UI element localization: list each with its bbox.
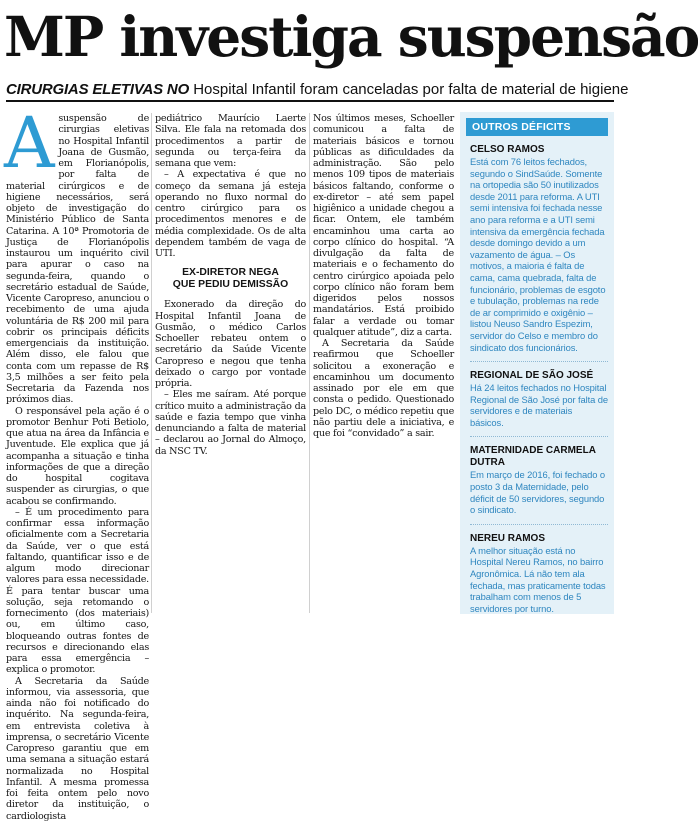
intertitle (155, 267, 306, 291)
sidebar-section-title: MATERNIDADE CARMELA DUTRA (470, 445, 596, 469)
paragraph: Exonerado da direção do Hospital Infantil Joana de Gusmão, o médico Carlos Schoeller rebateu ontem o secretário da Saúde Vicente Caropreso e negou que tenha deixado o cargo por vontade própria. (155, 299, 306, 389)
paragraph: pediátrico Maurício Laerte Silva. Ele fala na retomada dos procedimentos a partir de segunda ou terça-feira da semana que vem: (155, 113, 306, 169)
intertitle-line: QUE PEDIU DEMISSÃO (172, 279, 289, 291)
column-divider (151, 113, 152, 613)
article-column-3 (313, 113, 454, 613)
sidebar-divider (470, 361, 608, 362)
paragraph: – Eles me saíram. Até porque crítico muito a administração da saúde e fazia tempo que vinha denunciando a falta de material – declarou ao Jornal do Almoço, da NSC TV. (155, 389, 306, 457)
sidebar-section-text: Há 24 leitos fechados no Hospital Regional de São José por falta de servidores e de materiais básicos. (470, 382, 608, 428)
sidebar-divider (470, 524, 608, 525)
sidebar-section-title: CELSO RAMOS (470, 144, 545, 155)
sidebar-section-title: NEREU RAMOS (470, 532, 546, 544)
subhead-kicker: CIRURGIAS ELETIVAS NO (6, 81, 190, 98)
sidebar-header: OUTROS DÉFICITS (466, 118, 608, 136)
paragraph: O responsável pela ação é o promotor Benhur Poti Betiolo, que atua na área da Infância e Juventude. Ele explica que já acompanha a situação e tinha informações de que a direção do hospital cogitava suspender as cirurgias, o que acabou se confirmando. (6, 405, 149, 507)
article-column-1 (4, 102, 149, 822)
intertitle-line: EX-DIRETOR NEGA (182, 267, 279, 279)
sidebar-section-text: A melhor situação está no Hospital Nereu Ramos, no bairro Agronômica. Lá não tem ala fechada, mas praticamente todas trabalham com menos de 5 servidores por turno. (470, 544, 606, 614)
column-divider (309, 113, 310, 613)
sidebar-section (460, 144, 614, 353)
paragraph: Nos últimos meses, Schoeller comunicou a falta de materiais básicos e tornou públicas as dificuldades da administração. São pelo menos 109 tipos de materiais básicos faltando, conforme o ex-diretor – até sem papel higiênico a unidade chegou a ficar. Ontem, ele também encaminhou uma carta ao corpo clínico do hospital. “A divulgação da falta de materiais e o fechamento do centro cirúrgico apoiada pelo corpo clínico não foram bem digeridos pelos nossos mandatários. Está proibido falar a verdade ou tomar qualquer atitude”, diz a carta. (313, 113, 454, 338)
subhead (6, 80, 629, 102)
sidebar-section (460, 533, 614, 615)
paragraph: A Secretaria da Saúde informou, via assessoria, que ainda não foi notificado do inquérito. Na segunda-feira, em entrevista coletiva à imprensa, o secretário Vicente Caropreso garantiu que em uma semana a situação estará normalizada no Hospital Infantil. A mesma promessa foi feita ontem pelo novo diretor da instituição, o cardiologista (6, 675, 149, 822)
sidebar-divider (470, 436, 608, 437)
paragraph: – A expectativa é que no começo da semana já esteja operando no fluxo normal do centro cirúrgico para os procedimentos menores e de média complexidade. Os de alta dependem também de vaga de UTI. (155, 169, 306, 259)
drop-cap: A (4, 102, 55, 184)
paragraph: – É um procedimento para confirmar essa informação oficialmente com a Secretaria da Saúde, ver o que está faltando, quantificar isso e de algum modo direcionar valores para essa necessidade. É para tentar buscar uma solução, seja retomando o fornecimento (dos materiais) ou, em último caso, bloqueando outras fontes de recursos e direcionando elas para essa emergência – explica o promotor. (6, 506, 149, 676)
sidebar-box (460, 112, 614, 614)
paragraph: A Secretaria da Saúde reafirmou que Schoeller solicitou a exoneração e encaminhou um documento assinado por ele em que consta o pedido. Questionado pelo DC, o médico repetiu que não partiu dele a iniciativa, e que foi “convidado” a sair. (313, 338, 454, 439)
subhead-text: Hospital Infantil foram canceladas por falta de material de higiene (193, 81, 629, 98)
article-column-2 (155, 113, 306, 613)
sidebar-section-text: Em março de 2016, foi fechado o posto 3 da Maternidade, pelo déficit de 50 servidores, segundo o sindicato. (470, 469, 606, 516)
sidebar-section-title: REGIONAL DE SÃO JOSÉ (470, 370, 594, 382)
paragraph: suspensão de cirurgias eletivas no Hospital Infantil Joana de Gusmão, em Florianópolis, por falta de material cirúrgicos e de higiene necessários, será objeto de investigação do Ministério Público de Santa Catarina. A 10ª Promotoria de Justiça de Florianópolis instaurou um inquérito civil para apurar o caso na segunda-feira, quando o secretário estadual de Saúde, Vicente Caropreso, anunciou o recebimento de uma ajuda voluntária de R$ 200 mil para cobrir os principais déficits emergenciais da instituição. Além disso, ele falou que conta com um repasse de R$ 3,5 milhões a ser feito pela Secretaria da Fazenda nos próximos dias. (6, 113, 149, 406)
sidebar-section-text: Está com 76 leitos fechados, segundo o SindSaúde. Somente na ortopedia são 50 inutilizados desde 2011 para reforma. A UTI semi intensiva foi fechada nesse ano para reforma e a UTI semi intensiva da emergência fechada desde domingo devido a um vazamento de água. – Os motivos, a maioria é falta de cama, cama quebrada, falta de funcionário, problemas de esgoto e tubulação, problemas na rede de ar comprimido e oxigênio – listou Neuso Sandro Espezim, servidor do Celso e membro do sindicato dos funcionários. (470, 156, 606, 353)
sidebar-section (460, 445, 614, 515)
sidebar-section (460, 370, 614, 428)
headline: MP investiga suspensão (4, 4, 698, 69)
